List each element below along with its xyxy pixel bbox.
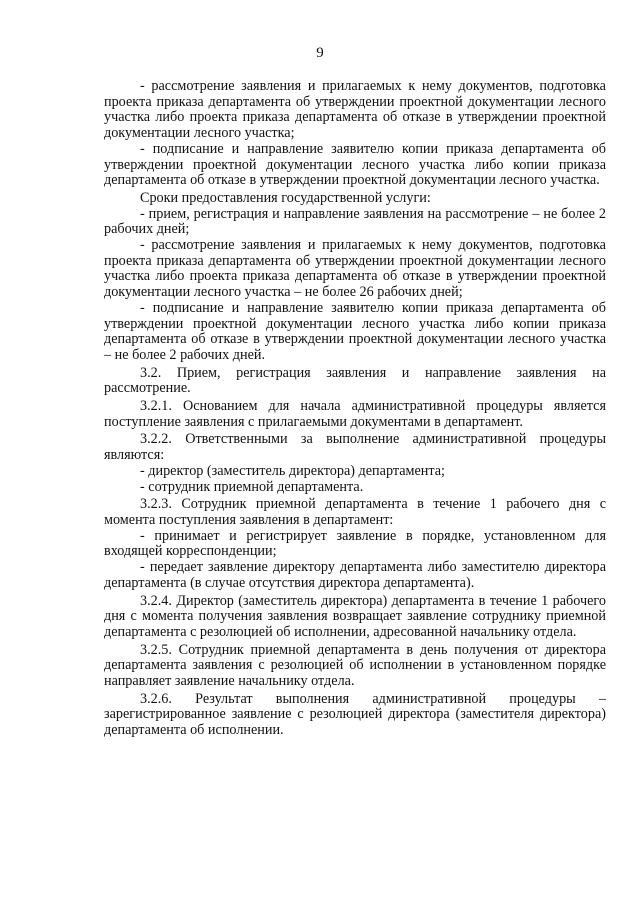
paragraph: - подписание и направление заявителю копии приказа департамента об утверждении проектной документации лесного участка либо копии приказа департамента об отказе в утверждении проектной документации лесного участка – не более 2 рабочих дней. xyxy=(104,299,606,363)
paragraph: - подписание и направление заявителю копии приказа департамента об утверждении проектной документации лесного участка либо копии приказа департамента об отказе в утверждении проектной документации лесного участка. xyxy=(104,140,606,189)
paragraph: - передает заявление директору департамента либо заместителю директора департамента (в случае отсутствия директора департамента). xyxy=(104,559,606,591)
paragraph: 3.2.1. Основанием для начала административной процедуры является поступление заявления с прилагаемыми документами в департамент. xyxy=(104,398,606,430)
paragraph: - рассмотрение заявления и прилагаемых к нему документов, подготовка проекта приказа департамента об утверждении проектной документации лесного участка либо проекта приказа департамента об отказе в утверждении проектной документации лесного участка – не более 26 рабочих дней; xyxy=(104,237,606,301)
paragraph: 3.2.3. Сотрудник приемной департамента в течение 1 рабочего дня с момента поступления заявления в департамент: xyxy=(104,496,606,528)
paragraph: - принимает и регистрирует заявление в порядке, установленном для входящей корреспонденции; xyxy=(104,527,606,560)
paragraph: 3.2.4. Директор (заместитель директора) департамента в течение 1 рабочего дня с момента получения заявления возвращает заявление сотруднику приемной департамента с резолюцией об исполнении, адресованной начальнику отдела. xyxy=(104,592,606,640)
document-body xyxy=(104,79,606,739)
paragraph: 3.2.6. Результат выполнения административной процедуры – зарегистрированное заявление с резолюцией директора (заместителя директора) департамента об исполнении. xyxy=(104,690,606,739)
paragraph: - сотрудник приемной департамента. xyxy=(140,478,364,495)
section-heading: 3.2. Прием, регистрация заявления и направление заявления на рассмотрение. xyxy=(104,364,606,397)
paragraph: 3.2.5. Сотрудник приемной департамента в день получения от директора департамента заявления с резолюцией об исполнении в установленном порядке направляет заявление начальнику отдела. xyxy=(104,641,606,690)
paragraph: - директор (заместитель директора) департамента; xyxy=(140,462,446,479)
paragraph: Сроки предоставления государственной услуги: xyxy=(140,189,431,206)
paragraph: - прием, регистрация и направление заявления на рассмотрение – не более 2 рабочих дней; xyxy=(104,205,606,238)
page-number: 9 xyxy=(316,45,324,61)
paragraph: - рассмотрение заявления и прилагаемых к нему документов, подготовка проекта приказа департамента об утверждении проектной документации лесного участка либо проекта приказа департамента об отказе в утверждении проектной документации лесного участка; xyxy=(104,78,606,142)
paragraph: 3.2.2. Ответственными за выполнение административной процедуры являются: xyxy=(104,431,606,464)
